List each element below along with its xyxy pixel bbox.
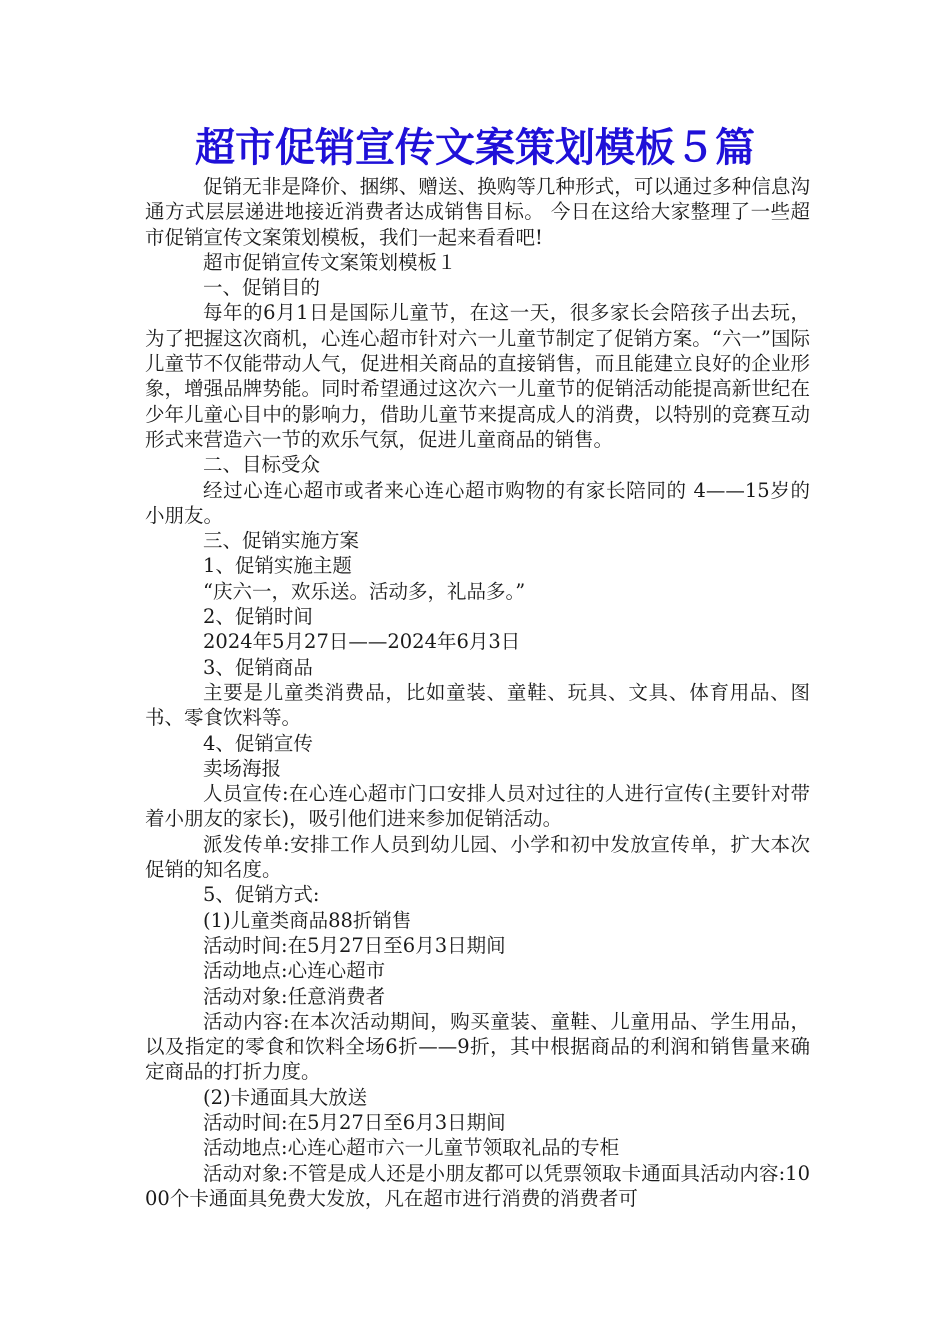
body-paragraph: 主要是儿童类消费品，比如童装、童鞋、玩具、文具、体育用品、图书、零食饮料等。 xyxy=(145,680,810,730)
body-paragraph: (1)儿童类商品88折销售 xyxy=(203,908,412,932)
document-title: 超市促销宣传文案策划模板５篇 xyxy=(195,124,755,171)
body-paragraph: 人员宣传:在心连心超市门口安排人员对过往的人进行宣传(主要针对带着小朋友的家长)，吸引他们进来参加促销活动。 xyxy=(145,782,810,831)
body-paragraph: 卖场海报 xyxy=(203,756,282,780)
document-body xyxy=(145,174,810,1211)
body-paragraph: 活动时间:在5月27日至6月3日期间 xyxy=(203,1110,506,1134)
subsection-heading: 2、促销时间 xyxy=(203,605,313,629)
body-paragraph: 经过心连心超市或者来心连心超市购物的有家长陪同的 4——15岁的小朋友。 xyxy=(145,478,810,527)
section-heading: 超市促销宣传文案策划模板１ xyxy=(203,250,457,274)
body-paragraph: 活动地点:心连心超市 xyxy=(203,959,386,983)
body-paragraph: 活动地点:心连心超市六一儿童节领取礼品的专柜 xyxy=(203,1136,620,1160)
subsection-heading: 3、促销商品 xyxy=(203,655,313,679)
body-paragraph: 活动对象:不管是成人还是小朋友都可以凭票领取卡通面具活动内容:1000个卡通面具免费大发放，凡在超市进行消费的消费者可 xyxy=(145,1161,810,1210)
subsection-heading: 4、促销宣传 xyxy=(203,731,313,755)
intro-paragraph: 促销无非是降价、捆绑、赠送、换购等几种形式，可以通过多种信息沟通方式层层递进地接近消费者达成销售目标。 今日在这给大家整理了一些超市促销宣传文案策划模板，我们一起来看看吧! xyxy=(145,175,810,249)
body-paragraph: 活动对象:任意消费者 xyxy=(203,984,386,1008)
section-heading: 三、促销实施方案 xyxy=(203,529,360,553)
section-heading: 二、目标受众 xyxy=(203,453,321,477)
body-paragraph: 每年的6月1日是国际儿童节，在这一天，很多家长会陪孩子出去玩，为了把握这次商机，心连心超市针对六一儿童节制定了促销方案。“六一”国际儿童节不仅能带动人气，促进相关商品的直接销售，而且能建立良好的企业形象，增强品牌势能。同时希望通过这次六一儿童节的促销活动能提高新世纪在少年儿童心目中的影响力，借助儿童节来提高成人的消费，以特别的竞赛互动形式来营造六一节的欢乐气氛，促进儿童商品的销售。 xyxy=(145,301,810,451)
body-paragraph: 派发传单:安排工作人员到幼儿园、小学和初中发放宣传单，扩大本次促销的知名度。 xyxy=(145,832,810,882)
subsection-heading: 1、促销实施主题 xyxy=(203,554,352,578)
section-heading: 一、促销目的 xyxy=(203,276,321,300)
body-paragraph: 2024年5月27日——2024年6月3日 xyxy=(203,630,521,654)
body-paragraph: 活动时间:在5月27日至6月3日期间 xyxy=(203,933,506,957)
body-paragraph: “庆六一，欢乐送。活动多，礼品多。” xyxy=(203,579,526,603)
subsection-heading: 5、促销方式: xyxy=(203,883,320,907)
body-paragraph: (2)卡通面具大放送 xyxy=(203,1085,368,1109)
body-paragraph: 活动内容:在本次活动期间，购买童装、童鞋、儿童用品、学生用品，以及指定的零食和饮料全场6折——9折，其中根据商品的利润和销售量来确定商品的打折力度。 xyxy=(145,1009,810,1084)
